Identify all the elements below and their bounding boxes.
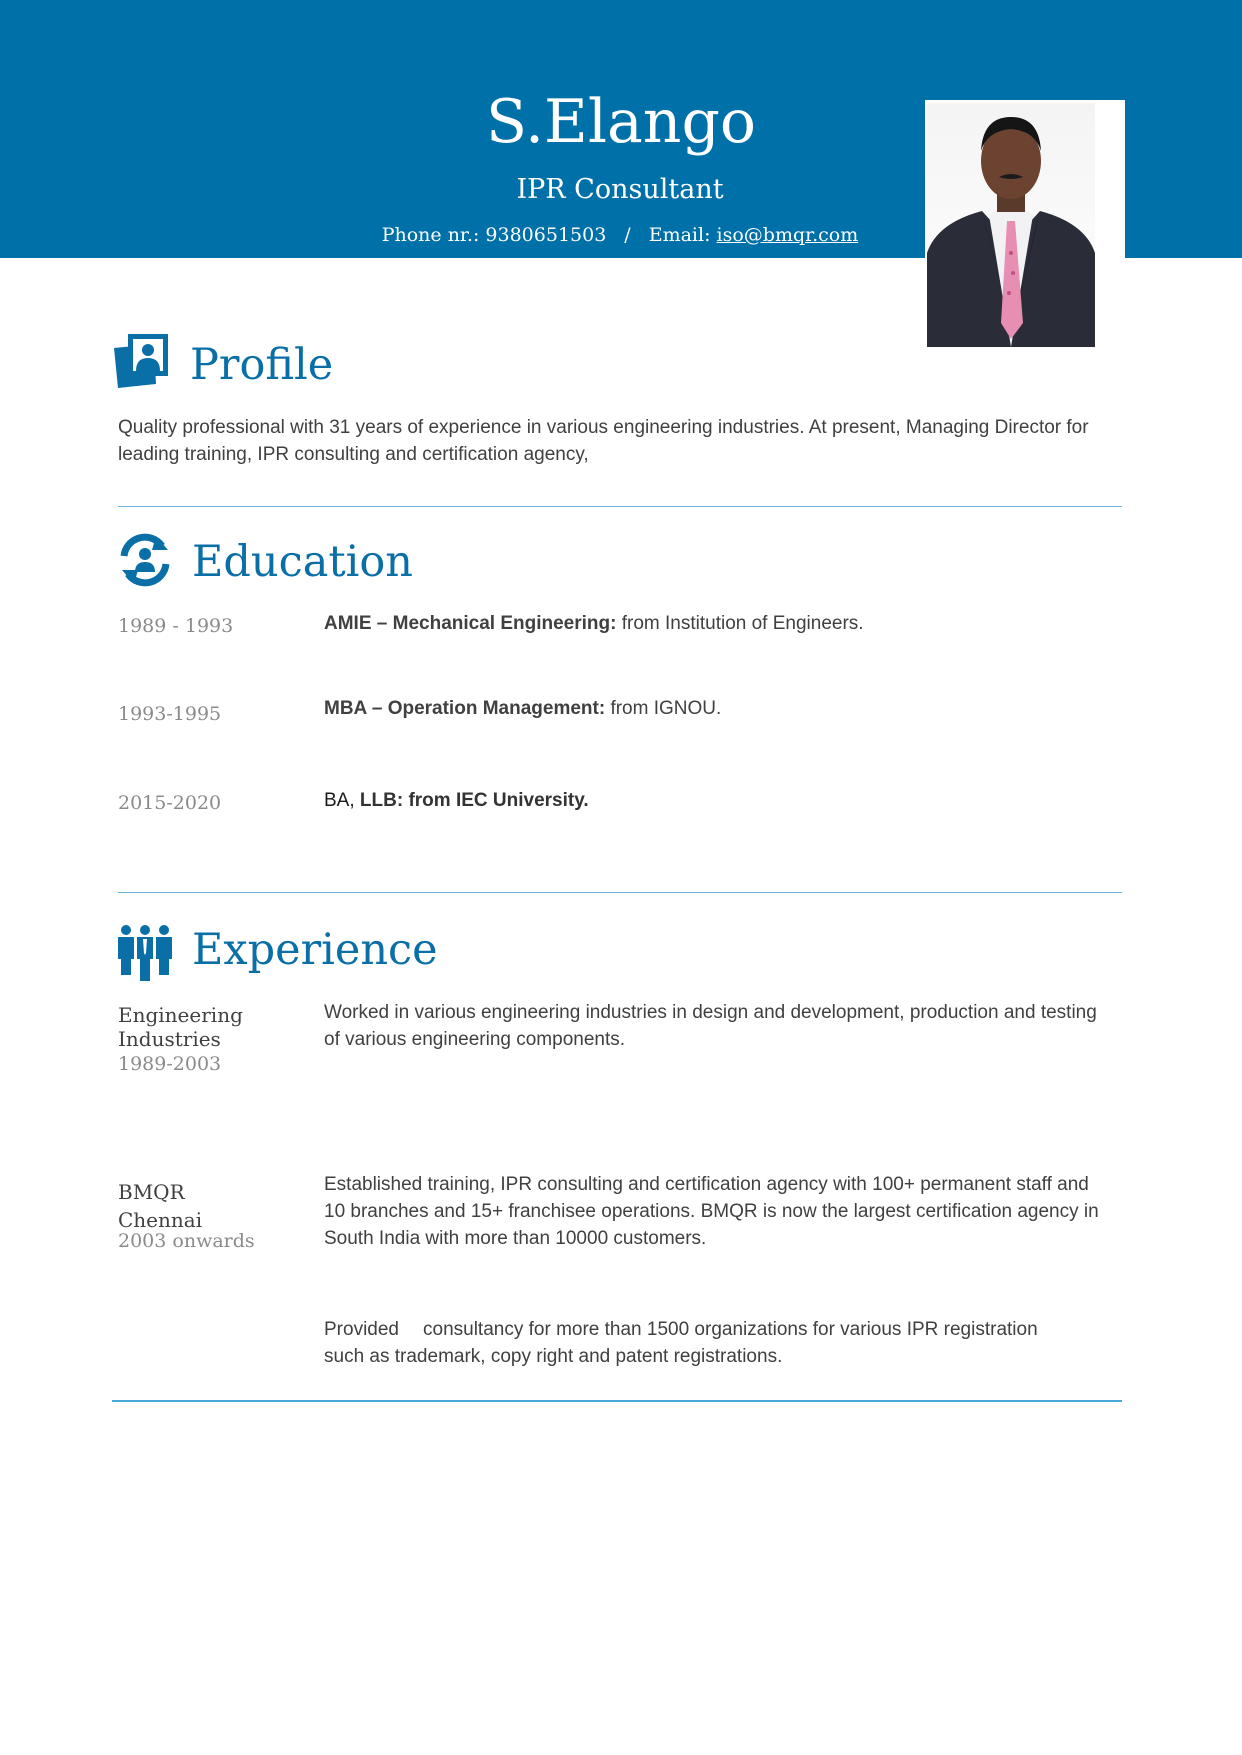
email-link[interactable]: iso@bmqr.com <box>716 224 859 246</box>
degree-name: MBA – Operation Management: <box>324 698 606 719</box>
job-title: IPR Consultant <box>516 174 724 205</box>
employer-name <box>118 1178 202 1234</box>
profile-photo <box>927 103 1095 347</box>
experience-description: Worked in various engineering industries in design and development, production and testing of various engineering components. <box>324 1002 1097 1050</box>
text-fragment: Provided <box>324 1319 399 1340</box>
degree-name: LLB: from IEC University. <box>359 790 589 811</box>
profile-heading: Profile <box>190 340 334 390</box>
employer-line: Chennai <box>118 1208 203 1232</box>
text-fragment: consultancy for more than 1500 organizations for various IPR registration such as trademark, copy right and patent registrations. <box>324 1319 1038 1367</box>
institution: from Institution of Engineers. <box>616 613 864 634</box>
education-years: 2015-2020 <box>118 792 222 814</box>
employer-line: Engineering <box>118 1003 243 1027</box>
divider <box>118 506 1122 507</box>
divider <box>118 892 1122 893</box>
education-entry <box>324 698 721 720</box>
contact-separator: / <box>624 224 631 246</box>
education-icon <box>116 532 174 593</box>
education-years: 1993-1995 <box>118 703 222 725</box>
education-entry <box>324 790 589 812</box>
education-entry <box>324 613 864 635</box>
degree-prefix: BA, <box>324 790 360 811</box>
team-icon <box>116 923 174 986</box>
employment-period: 2003 onwards <box>118 1230 255 1252</box>
experience-description: Established training, IPR consulting and certification agency with 100+ permanent staff and 10 branches and 15+ franchisee operations. BMQR is now the largest certification agency in South India with more than 10000 customers. <box>324 1174 1099 1249</box>
phone-text: Phone nr.: 9380651503 <box>381 224 607 246</box>
degree-name: AMIE – Mechanical Engineering: <box>324 613 617 634</box>
experience-description <box>324 1316 1044 1370</box>
email-label: Email: <box>648 224 717 246</box>
contact-line <box>330 224 910 246</box>
employer-line: BMQR <box>118 1180 185 1204</box>
experience-heading: Experience <box>192 925 438 975</box>
employer-line: Industries <box>118 1027 221 1051</box>
profile-icon <box>112 332 172 399</box>
education-years: 1989 - 1993 <box>118 615 234 637</box>
employer-name <box>118 1003 243 1051</box>
candidate-name: S.Elango <box>486 87 756 157</box>
employment-period: 1989-2003 <box>118 1053 222 1075</box>
profile-summary: Quality professional with 31 years of experience in various engineering industries. At present, Managing Director for leading training, IPR consulting and certification agency, <box>118 417 1089 465</box>
education-heading: Education <box>192 537 413 587</box>
institution: from IGNOU. <box>605 698 722 719</box>
divider <box>112 1400 1122 1402</box>
